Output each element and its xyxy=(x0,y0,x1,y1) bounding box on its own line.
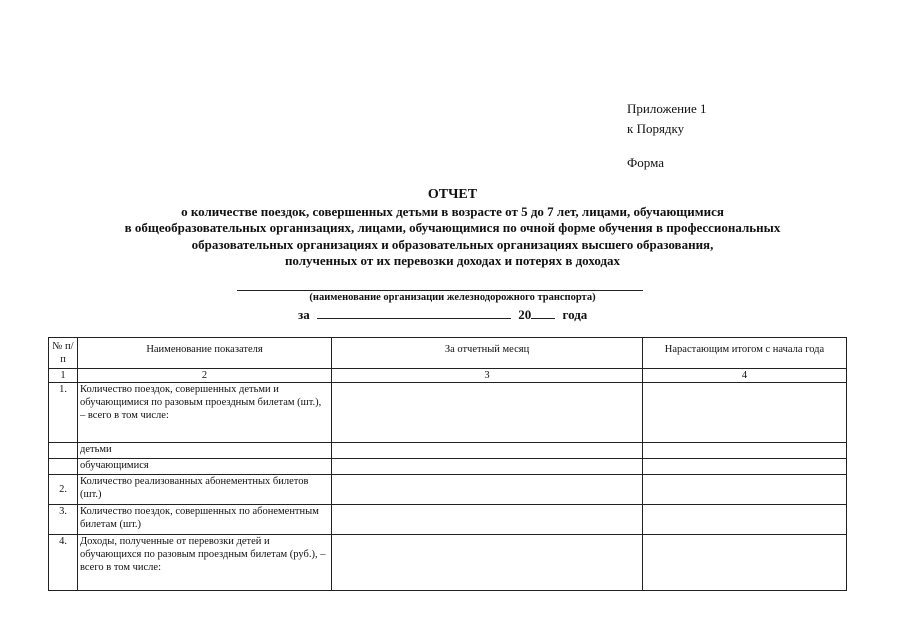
row-month-value[interactable] xyxy=(332,475,643,505)
row-indicator: Количество реализованных абонементных билетов (шт.) xyxy=(78,475,332,505)
header-indicator-name: Наименование показателя xyxy=(78,338,332,369)
header-reporting-month: За отчетный месяц xyxy=(332,338,643,369)
column-number-2: 2 xyxy=(78,369,332,383)
period-year-field[interactable] xyxy=(531,306,555,319)
table-row xyxy=(49,475,847,505)
organization-name-caption: (наименование организации железнодорожного транспорта) xyxy=(309,292,596,303)
period-prefix: за xyxy=(298,307,310,322)
appendix-title: Приложение 1 xyxy=(627,101,707,116)
report-subtitle-line-2: в общеобразовательных организациях, лицами, обучающимися по очной форме обучения в профессиональных xyxy=(124,220,781,235)
report-title: ОТЧЕТ xyxy=(427,187,478,202)
table-row xyxy=(49,535,847,591)
period-year-prefix: 20 xyxy=(518,307,532,322)
report-table xyxy=(48,337,847,591)
row-month-value[interactable] xyxy=(332,383,643,443)
row-indicator: детьми xyxy=(78,443,332,459)
row-number xyxy=(49,459,78,475)
row-ytd-value[interactable] xyxy=(643,475,847,505)
row-ytd-value[interactable] xyxy=(643,383,847,443)
row-indicator: Количество поездок, совершенных детьми и обучающимися по разовым проездным билетам (шт.), – всего в том числе: xyxy=(78,383,332,443)
table-row xyxy=(49,459,847,475)
header-number: № п/п xyxy=(49,338,78,369)
table-row xyxy=(49,383,847,443)
report-period xyxy=(298,306,587,323)
row-number xyxy=(49,443,78,459)
column-number-1: 1 xyxy=(49,369,78,383)
appendix-reference: к Порядку xyxy=(627,121,685,136)
report-subtitle-line-3: образовательных организациях и образовательных организациях высшего образования, xyxy=(191,236,714,252)
organization-name-field[interactable] xyxy=(237,290,643,291)
table-header-row xyxy=(49,338,847,369)
row-ytd-value[interactable] xyxy=(643,535,847,591)
table-row xyxy=(49,505,847,535)
row-ytd-value[interactable] xyxy=(643,443,847,459)
row-indicator: Доходы, полученные от перевозки детей и обучающихся по разовым проездным билетам (руб.), – всего в том числе: xyxy=(78,535,332,591)
table-row xyxy=(49,443,847,459)
period-month-field[interactable] xyxy=(317,306,511,319)
report-subtitle-line-4: полученных от их перевозки доходах и потерях в доходах xyxy=(284,253,621,268)
form-label: Форма xyxy=(627,155,664,170)
row-number: 2. xyxy=(49,475,78,505)
header-year-to-date: Нарастающим итогом с начала года xyxy=(643,338,847,369)
row-indicator: Количество поездок, совершенных по абонементным билетам (шт.) xyxy=(78,505,332,535)
appendix-note xyxy=(627,99,707,173)
column-number-3: 3 xyxy=(332,369,643,383)
report-title-block xyxy=(0,187,905,270)
period-suffix: года xyxy=(562,307,588,322)
row-number: 1. xyxy=(49,383,78,443)
row-number: 4. xyxy=(49,535,78,591)
column-number-row xyxy=(49,369,847,383)
row-month-value[interactable] xyxy=(332,443,643,459)
row-month-value[interactable] xyxy=(332,535,643,591)
row-month-value[interactable] xyxy=(332,459,643,475)
row-indicator: обучающимися xyxy=(78,459,332,475)
report-subtitle-line-1: о количестве поездок, совершенных детьми в возрасте от 5 до 7 лет, лицами, обучающимися xyxy=(181,203,724,219)
row-ytd-value[interactable] xyxy=(643,505,847,535)
row-month-value[interactable] xyxy=(332,505,643,535)
row-ytd-value[interactable] xyxy=(643,459,847,475)
row-number: 3. xyxy=(49,505,78,535)
column-number-4: 4 xyxy=(643,369,847,383)
